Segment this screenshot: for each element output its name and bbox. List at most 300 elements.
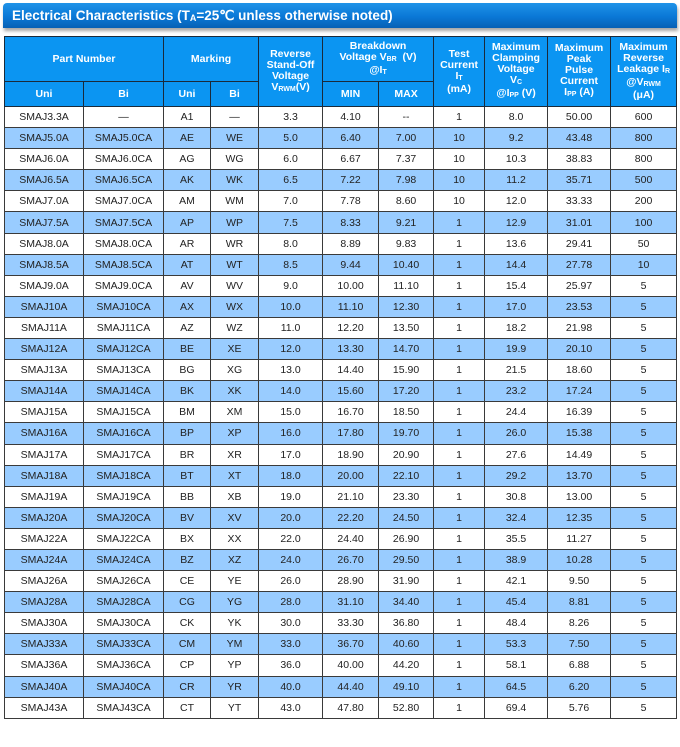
cell-marking-bi: XT xyxy=(211,465,259,486)
cell-vrwm: 36.0 xyxy=(259,655,323,676)
cell-peak-pulse-current: 38.83 xyxy=(548,149,611,170)
cell-marking-uni: CG xyxy=(164,592,211,613)
cell-vbr-min: 13.30 xyxy=(323,339,379,360)
cell-test-current: 1 xyxy=(434,423,485,444)
cell-marking-uni: BP xyxy=(164,423,211,444)
cell-reverse-leakage: 50 xyxy=(611,233,677,254)
cell-test-current: 1 xyxy=(434,571,485,592)
cell-reverse-leakage: 5 xyxy=(611,339,677,360)
cell-part-bi: SMAJ15CA xyxy=(84,402,164,423)
cell-marking-bi: WR xyxy=(211,233,259,254)
section-title xyxy=(3,3,677,28)
cell-test-current: 1 xyxy=(434,212,485,233)
title-subscript: A xyxy=(189,13,197,23)
cell-test-current: 1 xyxy=(434,296,485,317)
cell-part-uni: SMAJ18A xyxy=(5,465,84,486)
cell-part-bi: — xyxy=(84,107,164,128)
cell-peak-pulse-current: 7.50 xyxy=(548,634,611,655)
cell-vbr-min: 40.00 xyxy=(323,655,379,676)
cell-clamping-voltage: 42.1 xyxy=(485,571,548,592)
cell-marking-uni: AE xyxy=(164,128,211,149)
cell-marking-uni: BG xyxy=(164,360,211,381)
cell-marking-uni: AR xyxy=(164,233,211,254)
cell-vbr-min: 26.70 xyxy=(323,549,379,570)
cell-test-current: 10 xyxy=(434,149,485,170)
cell-clamping-voltage: 8.0 xyxy=(485,107,548,128)
cell-marking-uni: BE xyxy=(164,339,211,360)
cell-reverse-leakage: 800 xyxy=(611,128,677,149)
cell-vrwm: 20.0 xyxy=(259,507,323,528)
cell-peak-pulse-current: 16.39 xyxy=(548,402,611,423)
cell-part-uni: SMAJ12A xyxy=(5,339,84,360)
cell-part-bi: SMAJ12CA xyxy=(84,339,164,360)
header-part-uni: Uni xyxy=(5,82,84,107)
cell-reverse-leakage: 5 xyxy=(611,486,677,507)
cell-part-uni: SMAJ24A xyxy=(5,549,84,570)
cell-clamping-voltage: 38.9 xyxy=(485,549,548,570)
cell-peak-pulse-current: 27.78 xyxy=(548,254,611,275)
cell-test-current: 1 xyxy=(434,655,485,676)
cell-marking-uni: CP xyxy=(164,655,211,676)
cell-peak-pulse-current: 31.01 xyxy=(548,212,611,233)
cell-peak-pulse-current: 6.20 xyxy=(548,676,611,697)
cell-vbr-min: 7.22 xyxy=(323,170,379,191)
cell-test-current: 1 xyxy=(434,634,485,655)
header-max-reverse-leakage: Maximum Reverse Leakage $I_R$ $@V_{RWM}$ (μA) xyxy=(611,37,677,107)
cell-reverse-leakage: 800 xyxy=(611,149,677,170)
cell-marking-bi: YE xyxy=(211,571,259,592)
cell-marking-uni: CM xyxy=(164,634,211,655)
cell-reverse-leakage: 5 xyxy=(611,697,677,718)
table-row xyxy=(5,549,677,570)
cell-reverse-leakage: 500 xyxy=(611,170,677,191)
cell-part-uni: SMAJ5.0A xyxy=(5,128,84,149)
cell-part-bi: SMAJ40CA xyxy=(84,676,164,697)
cell-marking-bi: XR xyxy=(211,444,259,465)
cell-vbr-max: 36.80 xyxy=(379,613,434,634)
table-row xyxy=(5,444,677,465)
cell-marking-bi: XE xyxy=(211,339,259,360)
cell-reverse-leakage: 5 xyxy=(611,613,677,634)
cell-vrwm: 28.0 xyxy=(259,592,323,613)
header-reverse-standoff-voltage: Reverse Stand-Off Voltage $V_{RWM}(V)$ xyxy=(259,37,323,107)
cell-vbr-max: 7.98 xyxy=(379,170,434,191)
cell-marking-uni: AP xyxy=(164,212,211,233)
cell-marking-bi: YM xyxy=(211,634,259,655)
cell-part-bi: SMAJ11CA xyxy=(84,317,164,338)
table-row xyxy=(5,128,677,149)
cell-peak-pulse-current: 20.10 xyxy=(548,339,611,360)
cell-part-bi: SMAJ10CA xyxy=(84,296,164,317)
cell-vrwm: 19.0 xyxy=(259,486,323,507)
cell-vrwm: 15.0 xyxy=(259,402,323,423)
cell-vbr-max: 18.50 xyxy=(379,402,434,423)
cell-reverse-leakage: 5 xyxy=(611,381,677,402)
cell-marking-bi: YT xyxy=(211,697,259,718)
cell-part-uni: SMAJ15A xyxy=(5,402,84,423)
table-row xyxy=(5,296,677,317)
cell-part-uni: SMAJ20A xyxy=(5,507,84,528)
cell-marking-uni: AG xyxy=(164,149,211,170)
cell-part-uni: SMAJ28A xyxy=(5,592,84,613)
cell-vbr-min: 11.10 xyxy=(323,296,379,317)
cell-marking-uni: BB xyxy=(164,486,211,507)
cell-marking-uni: AX xyxy=(164,296,211,317)
cell-marking-bi: WG xyxy=(211,149,259,170)
cell-part-bi: SMAJ20CA xyxy=(84,507,164,528)
cell-test-current: 1 xyxy=(434,402,485,423)
cell-vbr-min: 21.10 xyxy=(323,486,379,507)
cell-vrwm: 12.0 xyxy=(259,339,323,360)
cell-part-uni: SMAJ7.5A xyxy=(5,212,84,233)
cell-vbr-min: 10.00 xyxy=(323,275,379,296)
cell-peak-pulse-current: 5.76 xyxy=(548,697,611,718)
cell-clamping-voltage: 11.2 xyxy=(485,170,548,191)
table-row xyxy=(5,212,677,233)
cell-peak-pulse-current: 8.81 xyxy=(548,592,611,613)
cell-vbr-max: 14.70 xyxy=(379,339,434,360)
cell-vbr-min: 15.60 xyxy=(323,381,379,402)
cell-part-bi: SMAJ33CA xyxy=(84,634,164,655)
cell-peak-pulse-current: 10.28 xyxy=(548,549,611,570)
cell-vbr-max: 26.90 xyxy=(379,528,434,549)
cell-reverse-leakage: 5 xyxy=(611,655,677,676)
cell-vrwm: 13.0 xyxy=(259,360,323,381)
cell-reverse-leakage: 200 xyxy=(611,191,677,212)
cell-vbr-max: 9.83 xyxy=(379,233,434,254)
cell-part-bi: SMAJ13CA xyxy=(84,360,164,381)
cell-test-current: 1 xyxy=(434,592,485,613)
table-row xyxy=(5,507,677,528)
cell-part-bi: SMAJ16CA xyxy=(84,423,164,444)
cell-peak-pulse-current: 13.70 xyxy=(548,465,611,486)
cell-peak-pulse-current: 50.00 xyxy=(548,107,611,128)
cell-test-current: 1 xyxy=(434,444,485,465)
cell-vrwm: 43.0 xyxy=(259,697,323,718)
cell-marking-bi: XZ xyxy=(211,549,259,570)
header-max-clamping-voltage: Maximum Clamping Voltage $V_C$ $@I_{PP}$ (V) xyxy=(485,37,548,107)
cell-clamping-voltage: 26.0 xyxy=(485,423,548,444)
cell-part-uni: SMAJ16A xyxy=(5,423,84,444)
table-row xyxy=(5,613,677,634)
cell-vbr-min: 17.80 xyxy=(323,423,379,444)
cell-peak-pulse-current: 23.53 xyxy=(548,296,611,317)
table-row xyxy=(5,339,677,360)
cell-test-current: 10 xyxy=(434,191,485,212)
cell-vbr-min: 4.10 xyxy=(323,107,379,128)
table-row xyxy=(5,360,677,381)
cell-vbr-max: -- xyxy=(379,107,434,128)
cell-test-current: 1 xyxy=(434,528,485,549)
cell-vbr-min: 9.44 xyxy=(323,254,379,275)
cell-peak-pulse-current: 18.60 xyxy=(548,360,611,381)
table-row xyxy=(5,149,677,170)
cell-test-current: 1 xyxy=(434,697,485,718)
cell-part-uni: SMAJ11A xyxy=(5,317,84,338)
cell-part-bi: SMAJ22CA xyxy=(84,528,164,549)
cell-vrwm: 11.0 xyxy=(259,317,323,338)
cell-peak-pulse-current: 29.41 xyxy=(548,233,611,254)
cell-test-current: 1 xyxy=(434,339,485,360)
cell-reverse-leakage: 100 xyxy=(611,212,677,233)
cell-vbr-max: 17.20 xyxy=(379,381,434,402)
cell-reverse-leakage: 5 xyxy=(611,275,677,296)
cell-part-uni: SMAJ17A xyxy=(5,444,84,465)
cell-vbr-max: 44.20 xyxy=(379,655,434,676)
header-marking-uni: Uni xyxy=(164,82,211,107)
header-breakdown-voltage: Breakdown Voltage $V_{BR}$ (V) $@I_T$ xyxy=(323,37,434,82)
cell-reverse-leakage: 5 xyxy=(611,317,677,338)
cell-test-current: 1 xyxy=(434,275,485,296)
cell-reverse-leakage: 5 xyxy=(611,360,677,381)
cell-test-current: 1 xyxy=(434,549,485,570)
cell-vbr-min: 8.89 xyxy=(323,233,379,254)
cell-marking-bi: WP xyxy=(211,212,259,233)
cell-vbr-max: 9.21 xyxy=(379,212,434,233)
cell-vrwm: 14.0 xyxy=(259,381,323,402)
cell-marking-uni: BV xyxy=(164,507,211,528)
cell-part-uni: SMAJ7.0A xyxy=(5,191,84,212)
cell-peak-pulse-current: 6.88 xyxy=(548,655,611,676)
cell-part-uni: SMAJ22A xyxy=(5,528,84,549)
cell-test-current: 1 xyxy=(434,107,485,128)
cell-vrwm: 18.0 xyxy=(259,465,323,486)
cell-peak-pulse-current: 12.35 xyxy=(548,507,611,528)
table-row xyxy=(5,465,677,486)
cell-part-bi: SMAJ6.5CA xyxy=(84,170,164,191)
cell-peak-pulse-current: 43.48 xyxy=(548,128,611,149)
cell-vbr-max: 11.10 xyxy=(379,275,434,296)
cell-marking-uni: CK xyxy=(164,613,211,634)
table-row xyxy=(5,402,677,423)
cell-marking-uni: BK xyxy=(164,381,211,402)
cell-vbr-max: 15.90 xyxy=(379,360,434,381)
cell-part-bi: SMAJ9.0CA xyxy=(84,275,164,296)
cell-marking-uni: AM xyxy=(164,191,211,212)
cell-vbr-min: 8.33 xyxy=(323,212,379,233)
cell-marking-uni: CE xyxy=(164,571,211,592)
cell-part-bi: SMAJ36CA xyxy=(84,655,164,676)
cell-vbr-max: 24.50 xyxy=(379,507,434,528)
cell-vbr-min: 20.00 xyxy=(323,465,379,486)
cell-vrwm: 22.0 xyxy=(259,528,323,549)
cell-marking-bi: XV xyxy=(211,507,259,528)
cell-vrwm: 33.0 xyxy=(259,634,323,655)
cell-vbr-min: 6.67 xyxy=(323,149,379,170)
cell-marking-uni: CT xyxy=(164,697,211,718)
cell-clamping-voltage: 24.4 xyxy=(485,402,548,423)
cell-part-uni: SMAJ10A xyxy=(5,296,84,317)
cell-reverse-leakage: 5 xyxy=(611,402,677,423)
cell-vrwm: 6.5 xyxy=(259,170,323,191)
cell-clamping-voltage: 32.4 xyxy=(485,507,548,528)
cell-peak-pulse-current: 35.71 xyxy=(548,170,611,191)
cell-marking-bi: WT xyxy=(211,254,259,275)
table-row xyxy=(5,275,677,296)
cell-marking-uni: AV xyxy=(164,275,211,296)
cell-marking-uni: AK xyxy=(164,170,211,191)
cell-test-current: 1 xyxy=(434,486,485,507)
cell-marking-uni: BZ xyxy=(164,549,211,570)
cell-clamping-voltage: 29.2 xyxy=(485,465,548,486)
cell-vbr-min: 18.90 xyxy=(323,444,379,465)
cell-vbr-min: 47.80 xyxy=(323,697,379,718)
cell-vbr-min: 12.20 xyxy=(323,317,379,338)
cell-part-uni: SMAJ6.0A xyxy=(5,149,84,170)
header-part-bi: Bi xyxy=(84,82,164,107)
cell-test-current: 1 xyxy=(434,613,485,634)
table-row xyxy=(5,528,677,549)
cell-vrwm: 7.0 xyxy=(259,191,323,212)
cell-clamping-voltage: 9.2 xyxy=(485,128,548,149)
cell-clamping-voltage: 19.9 xyxy=(485,339,548,360)
cell-part-bi: SMAJ26CA xyxy=(84,571,164,592)
cell-reverse-leakage: 5 xyxy=(611,634,677,655)
cell-clamping-voltage: 48.4 xyxy=(485,613,548,634)
cell-vbr-min: 22.20 xyxy=(323,507,379,528)
cell-reverse-leakage: 5 xyxy=(611,549,677,570)
cell-peak-pulse-current: 17.24 xyxy=(548,381,611,402)
cell-reverse-leakage: 5 xyxy=(611,571,677,592)
cell-part-bi: SMAJ43CA xyxy=(84,697,164,718)
cell-reverse-leakage: 5 xyxy=(611,444,677,465)
cell-peak-pulse-current: 13.00 xyxy=(548,486,611,507)
cell-vbr-max: 40.60 xyxy=(379,634,434,655)
cell-marking-bi: XB xyxy=(211,486,259,507)
cell-vbr-min: 16.70 xyxy=(323,402,379,423)
cell-clamping-voltage: 10.3 xyxy=(485,149,548,170)
cell-test-current: 1 xyxy=(434,381,485,402)
cell-vbr-max: 23.30 xyxy=(379,486,434,507)
cell-clamping-voltage: 15.4 xyxy=(485,275,548,296)
cell-vrwm: 17.0 xyxy=(259,444,323,465)
cell-marking-uni: A1 xyxy=(164,107,211,128)
cell-test-current: 1 xyxy=(434,233,485,254)
table-row xyxy=(5,317,677,338)
cell-part-bi: SMAJ19CA xyxy=(84,486,164,507)
cell-vrwm: 24.0 xyxy=(259,549,323,570)
cell-part-uni: SMAJ43A xyxy=(5,697,84,718)
cell-vbr-min: 33.30 xyxy=(323,613,379,634)
table-row xyxy=(5,170,677,191)
cell-part-uni: SMAJ14A xyxy=(5,381,84,402)
cell-vrwm: 30.0 xyxy=(259,613,323,634)
cell-vbr-min: 7.78 xyxy=(323,191,379,212)
cell-vbr-max: 20.90 xyxy=(379,444,434,465)
cell-part-bi: SMAJ6.0CA xyxy=(84,149,164,170)
title-text-suffix: =25℃ unless otherwise noted) xyxy=(196,8,393,23)
cell-vbr-max: 34.40 xyxy=(379,592,434,613)
cell-peak-pulse-current: 15.38 xyxy=(548,423,611,444)
cell-vbr-max: 7.37 xyxy=(379,149,434,170)
cell-clamping-voltage: 30.8 xyxy=(485,486,548,507)
cell-vrwm: 16.0 xyxy=(259,423,323,444)
table-row xyxy=(5,486,677,507)
cell-marking-uni: BM xyxy=(164,402,211,423)
cell-clamping-voltage: 58.1 xyxy=(485,655,548,676)
cell-vbr-min: 24.40 xyxy=(323,528,379,549)
cell-part-uni: SMAJ19A xyxy=(5,486,84,507)
table-row xyxy=(5,676,677,697)
table-row xyxy=(5,634,677,655)
cell-vbr-max: 10.40 xyxy=(379,254,434,275)
cell-test-current: 1 xyxy=(434,254,485,275)
cell-part-uni: SMAJ40A xyxy=(5,676,84,697)
cell-clamping-voltage: 69.4 xyxy=(485,697,548,718)
cell-clamping-voltage: 35.5 xyxy=(485,528,548,549)
cell-marking-uni: AZ xyxy=(164,317,211,338)
table-body xyxy=(5,107,677,719)
cell-clamping-voltage: 53.3 xyxy=(485,634,548,655)
cell-clamping-voltage: 64.5 xyxy=(485,676,548,697)
cell-marking-bi: XP xyxy=(211,423,259,444)
cell-part-uni: SMAJ26A xyxy=(5,571,84,592)
cell-vbr-max: 12.30 xyxy=(379,296,434,317)
cell-vbr-max: 19.70 xyxy=(379,423,434,444)
cell-reverse-leakage: 5 xyxy=(611,676,677,697)
cell-vbr-max: 29.50 xyxy=(379,549,434,570)
cell-vbr-max: 31.90 xyxy=(379,571,434,592)
cell-reverse-leakage: 600 xyxy=(611,107,677,128)
table-row xyxy=(5,423,677,444)
cell-clamping-voltage: 12.0 xyxy=(485,191,548,212)
cell-marking-bi: YG xyxy=(211,592,259,613)
cell-vbr-max: 22.10 xyxy=(379,465,434,486)
cell-test-current: 1 xyxy=(434,507,485,528)
cell-vbr-max: 8.60 xyxy=(379,191,434,212)
table-row xyxy=(5,107,677,128)
cell-vrwm: 5.0 xyxy=(259,128,323,149)
cell-marking-bi: WK xyxy=(211,170,259,191)
cell-marking-bi: WX xyxy=(211,296,259,317)
cell-marking-bi: YR xyxy=(211,676,259,697)
cell-part-bi: SMAJ30CA xyxy=(84,613,164,634)
cell-vrwm: 8.5 xyxy=(259,254,323,275)
table-row xyxy=(5,381,677,402)
header-vbr-max: MAX xyxy=(379,82,434,107)
cell-peak-pulse-current: 33.33 xyxy=(548,191,611,212)
cell-vrwm: 26.0 xyxy=(259,571,323,592)
cell-part-bi: SMAJ7.5CA xyxy=(84,212,164,233)
cell-peak-pulse-current: 8.26 xyxy=(548,613,611,634)
cell-part-uni: SMAJ30A xyxy=(5,613,84,634)
header-marking-bi: Bi xyxy=(211,82,259,107)
cell-peak-pulse-current: 14.49 xyxy=(548,444,611,465)
cell-test-current: 1 xyxy=(434,360,485,381)
cell-part-uni: SMAJ3.3A xyxy=(5,107,84,128)
cell-reverse-leakage: 5 xyxy=(611,296,677,317)
cell-reverse-leakage: 5 xyxy=(611,528,677,549)
cell-peak-pulse-current: 11.27 xyxy=(548,528,611,549)
cell-part-uni: SMAJ8.5A xyxy=(5,254,84,275)
table-row xyxy=(5,191,677,212)
header-part-number: Part Number xyxy=(5,37,164,82)
cell-vbr-min: 31.10 xyxy=(323,592,379,613)
cell-marking-uni: BR xyxy=(164,444,211,465)
cell-marking-bi: YP xyxy=(211,655,259,676)
header-test-current: Test Current $I_T$ (mA) xyxy=(434,37,485,107)
cell-marking-uni: BX xyxy=(164,528,211,549)
cell-test-current: 10 xyxy=(434,170,485,191)
cell-vrwm: 9.0 xyxy=(259,275,323,296)
cell-part-bi: SMAJ8.0CA xyxy=(84,233,164,254)
cell-clamping-voltage: 23.2 xyxy=(485,381,548,402)
cell-vbr-max: 49.10 xyxy=(379,676,434,697)
cell-marking-bi: WE xyxy=(211,128,259,149)
cell-part-bi: SMAJ7.0CA xyxy=(84,191,164,212)
cell-marking-bi: WM xyxy=(211,191,259,212)
cell-vrwm: 10.0 xyxy=(259,296,323,317)
